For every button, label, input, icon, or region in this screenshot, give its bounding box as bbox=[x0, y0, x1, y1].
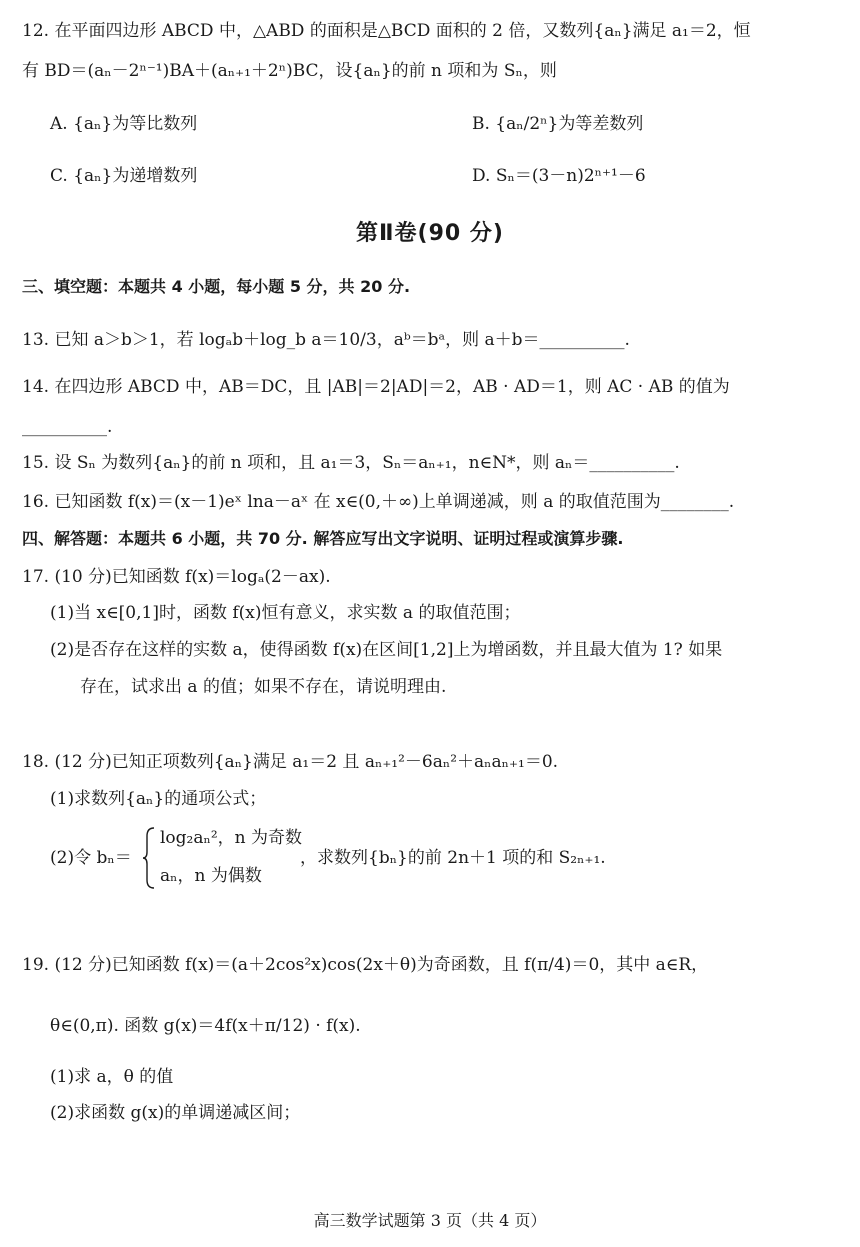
part2-title: 第Ⅱ卷(90 分) bbox=[356, 221, 504, 246]
q14-line1: 14. 在四边形 ABCD 中，AB＝DC，且 |AB|＝2|AD|＝2，AB · AD＝1，则 AC · AB 的值为 bbox=[22, 377, 730, 397]
q12-stem-line1: 12. 在平面四边形 ABCD 中，△ABD 的面积是△BCD 面积的 2 倍，又数列{aₙ}满足 a₁＝2，恒 bbox=[22, 21, 751, 41]
q19-stem: 19. (12 分)已知函数 f(x)＝(a＋2cos²x)cos(2x＋θ)为奇函数，且 f(π/4)＝0，其中 a∈R， bbox=[22, 955, 709, 975]
q12-option-d: D. Sₙ＝(3－n)2ⁿ⁺¹－6 bbox=[472, 166, 646, 186]
q15: 15. 设 Sₙ 为数列{aₙ}的前 n 项和，且 a₁＝3，Sₙ＝aₙ₊₁，n∈N*，则 aₙ＝__________. bbox=[22, 453, 680, 473]
q18-part2-suffix: ，求数列{bₙ}的前 2n＋1 项的和 S₂ₙ₊₁. bbox=[300, 848, 606, 868]
q18-case-odd: log₂aₙ²，n 为奇数 bbox=[160, 828, 303, 848]
q16: 16. 已知函数 f(x)＝(x－1)eˣ lna－aˣ 在 x∈(0,＋∞)上单调递减，则 a 的取值范围为________. bbox=[22, 492, 735, 512]
q17-stem: 17. (10 分)已知函数 f(x)＝logₐ(2－ax). bbox=[22, 567, 331, 587]
q12-option-c: C. {aₙ}为递增数列 bbox=[50, 166, 198, 186]
q14-line2: __________. bbox=[22, 417, 113, 437]
q17-part1: (1)当 x∈[0,1]时，函数 f(x)恒有意义，求实数 a 的取值范围； bbox=[50, 603, 521, 623]
q19-part2: (2)求函数 g(x)的单调递减区间； bbox=[50, 1103, 301, 1123]
q19-part1: (1)求 a，θ 的值 bbox=[50, 1067, 174, 1087]
q19-line2: θ∈(0,π). 函数 g(x)＝4f(x＋π/12) · f(x). bbox=[50, 1016, 361, 1036]
q18-stem: 18. (12 分)已知正项数列{aₙ}满足 a₁＝2 且 aₙ₊₁²－6aₙ²＋aₙaₙ₊₁＝0. bbox=[22, 752, 559, 772]
q12-option-b: B. {aₙ/2ⁿ}为等差数列 bbox=[472, 114, 644, 134]
page-footer: 高三数学试题第 3 页（共 4 页） bbox=[313, 1211, 547, 1230]
q12-option-a: A. {aₙ}为等比数列 bbox=[50, 114, 198, 134]
section4-heading: 四、解答题：本题共 6 小题，共 70 分. 解答应写出文字说明、证明过程或演算步骤. bbox=[22, 529, 624, 548]
q13: 13. 已知 a＞b＞1，若 logₐb＋log_b a＝10/3，aᵇ＝bᵃ，则 a＋b＝__________. bbox=[22, 330, 630, 350]
left-brace-icon bbox=[142, 826, 156, 890]
q18-part1: (1)求数列{aₙ}的通项公式； bbox=[50, 789, 267, 809]
q17-part2-line1: (2)是否存在这样的实数 a，使得函数 f(x)在区间[1,2]上为增函数，并且最大值为 1? 如果 bbox=[50, 640, 723, 660]
q18-part2-prefix: (2)令 bₙ＝ bbox=[50, 848, 132, 868]
section3-heading: 三、填空题：本题共 4 小题，每小题 5 分，共 20 分. bbox=[22, 277, 411, 296]
q18-case-even: aₙ，n 为偶数 bbox=[160, 866, 262, 886]
q17-part2-line2: 存在，试求出 a 的值；如果不存在，请说明理由. bbox=[80, 677, 447, 697]
q12-stem-line2: 有 BD＝(aₙ－2ⁿ⁻¹)BA＋(aₙ₊₁＋2ⁿ)BC，设{aₙ}的前 n 项和为 Sₙ，则 bbox=[22, 61, 557, 81]
